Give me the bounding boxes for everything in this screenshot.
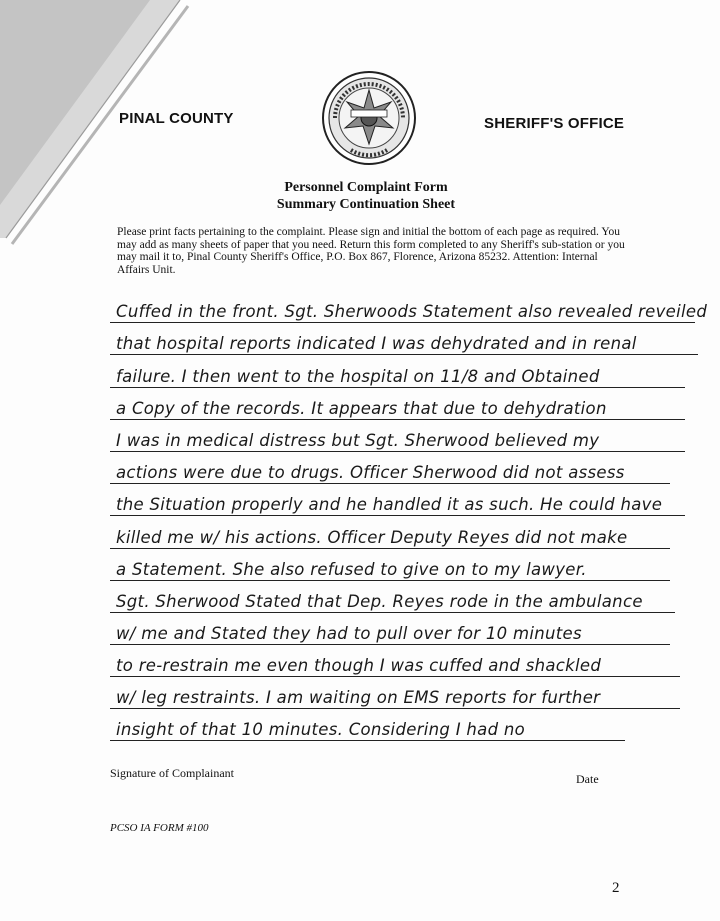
county-name: PINAL COUNTY [119,110,234,127]
form-title: Personnel Complaint Form [284,180,448,195]
statement-line: that hospital reports indicated I was dehydrated and in renal [110,327,700,355]
signature-label: Signature of Complainant [110,766,234,780]
statement-line: killed me w/ his actions. Officer Deputy Reyes did not make [110,521,700,549]
statement-line: the Situation properly and he handled it as such. He could have [110,488,700,516]
statement-line: a Copy of the records. It appears that due to dehydration [110,392,700,420]
date-label: Date [576,772,599,786]
statement-line: Cuffed in the front. Sgt. Sherwoods Statement also revealed reveiled [110,295,700,323]
office-name: SHERIFF'S OFFICE [484,115,625,132]
page-number: 2 [612,880,620,896]
statement-line: w/ me and Stated they had to pull over for 10 minutes [110,617,700,645]
statement-line: insight of that 10 minutes. Considering I had no [110,713,700,741]
form-instructions: Please print facts pertaining to the complaint. Please sign and initial the bottom of each page as required. You may add as many sheets of paper that you need. Return this form completed to any Sheriff's sub-station or you may mail it to, Pinal County Sheriff's Office, P.O. Box 867, Florence, Arizona 85232. Attention: Internal Affairs Unit. [117,226,625,276]
statement-line: a Statement. She also refused to give on to my lawyer. [110,553,700,581]
statement-line: failure. I then went to the hospital on 11/8 and Obtained [110,360,700,388]
handwritten-statement [110,295,710,755]
statement-line: Sgt. Sherwood Stated that Dep. Reyes rode in the ambulance [110,585,700,613]
statement-line: w/ leg restraints. I am waiting on EMS reports for further [110,681,700,709]
sheriff-star-seal-icon [321,70,417,166]
form-subtitle: Summary Continuation Sheet [276,197,456,212]
statement-line: actions were due to drugs. Officer Sherwood did not assess [110,456,700,484]
statement-line: to re-restrain me even though I was cuffed and shackled [110,649,700,677]
form-id: PCSO IA FORM #100 [110,822,209,834]
statement-line: I was in medical distress but Sgt. Sherwood believed my [110,424,700,452]
